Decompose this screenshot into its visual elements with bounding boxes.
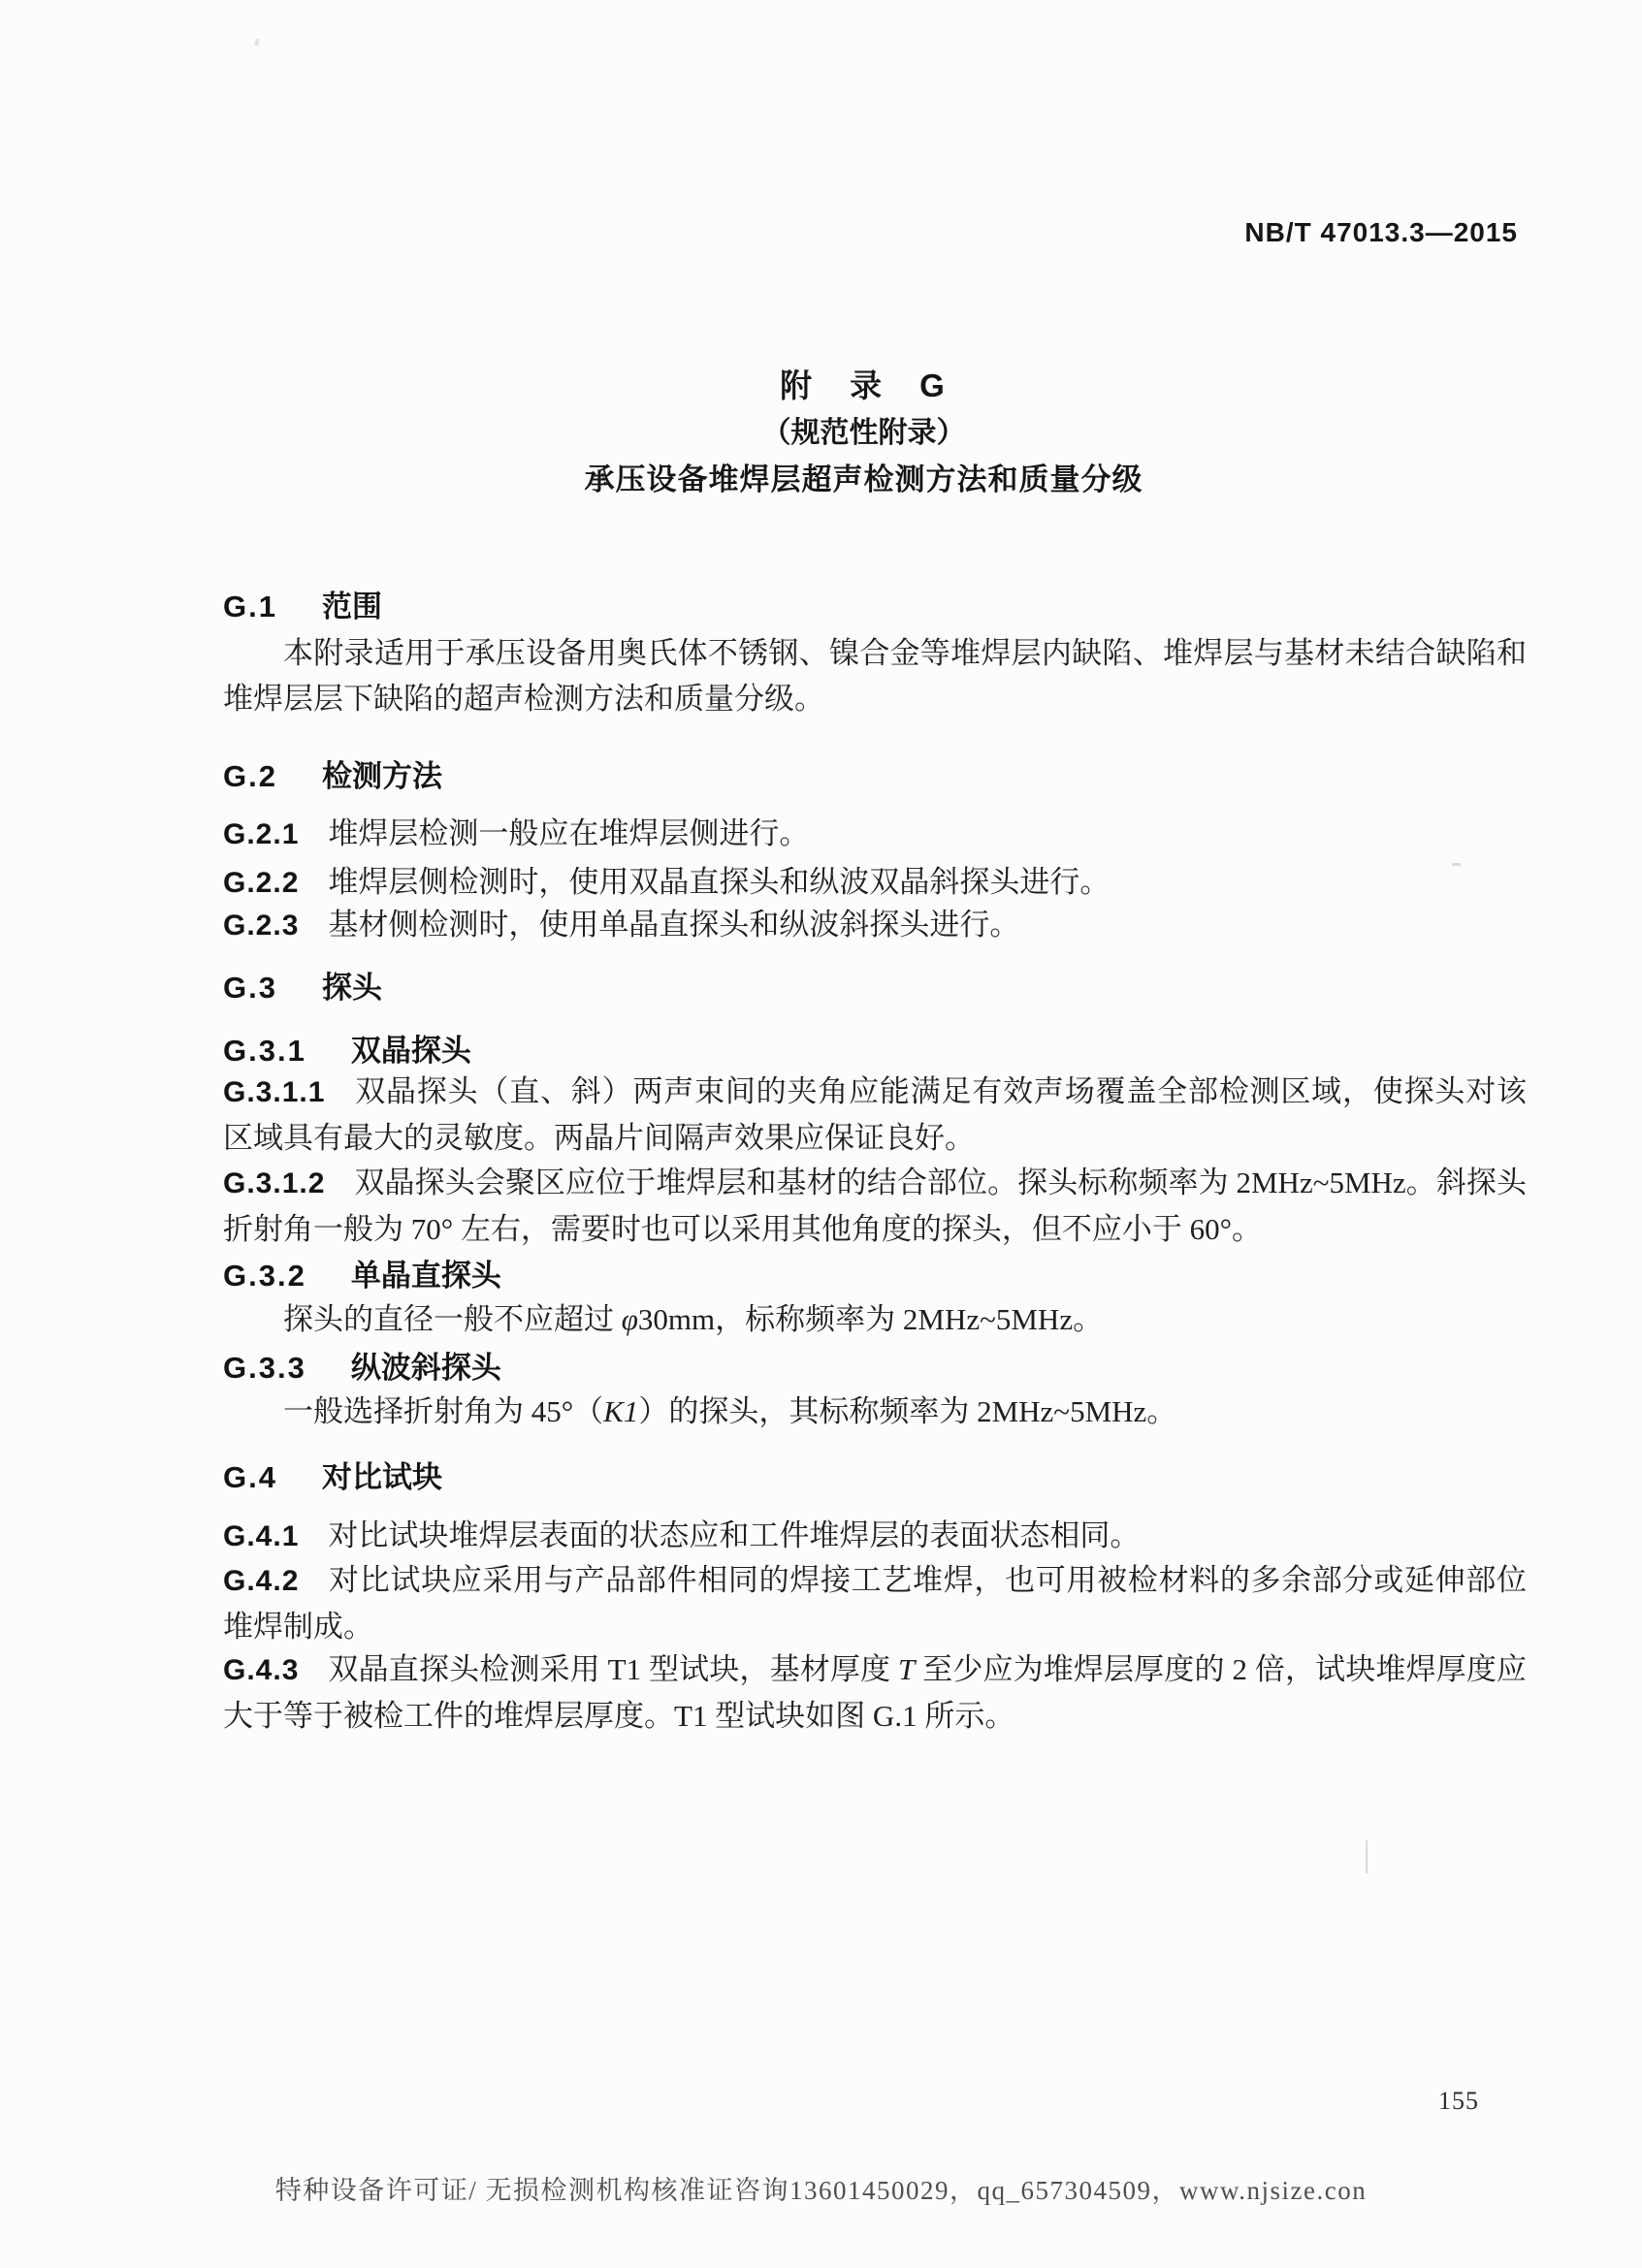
- clause-text: 对比试块应采用与产品部件相同的焊接工艺堆焊，也可用被检材料的多余部分或延伸部位堆焊制成。: [223, 1563, 1527, 1644]
- standard-number-header: NB/T 47013.3—2015: [1244, 217, 1518, 247]
- section-title: 纵波斜探头: [350, 1351, 501, 1385]
- section-heading-g3: [223, 963, 1527, 1006]
- symbol-k1: K1: [603, 1394, 639, 1428]
- clause-text: 堆焊层侧检测时，使用双晶直探头和纵波双晶斜探头进行。: [328, 865, 1111, 899]
- footer-watermark: 特种设备许可证/ 无损检测机构核准证咨询13601450029，qq_657304509，www.njsize.con: [274, 2176, 1368, 2205]
- clause-number: G.4.2: [223, 1565, 300, 1597]
- clause-text: 双晶直探头检测采用 T1 型试块，基材厚度: [328, 1652, 899, 1686]
- scan-artifact: [1452, 863, 1461, 866]
- clause-number: G.2.3: [223, 910, 300, 942]
- subsection-heading-g3-2: [223, 1251, 1527, 1294]
- clause-text: 基材侧检测时，使用单晶直探头和纵波斜探头进行。: [328, 908, 1020, 942]
- clause-g3-1-1: [223, 1069, 1527, 1161]
- clause-g2-1: [223, 811, 1527, 857]
- section-heading-g1: [223, 582, 1527, 625]
- symbol-phi: φ: [621, 1302, 638, 1336]
- subsection-heading-g3-1: [223, 1026, 1527, 1070]
- clause-g3-1-2: [223, 1160, 1527, 1252]
- scan-artifact: [1366, 1840, 1368, 1873]
- paragraph-text: 探头的直径一般不应超过: [283, 1302, 622, 1336]
- appendix-title: 承压设备堆焊层超声检测方法和质量分级: [584, 463, 1143, 496]
- clause-number: G.4.3: [223, 1654, 300, 1686]
- section-title: 单晶直探头: [350, 1259, 501, 1293]
- clause-g2-2: [223, 859, 1527, 906]
- paragraph-g3-2: [223, 1296, 1527, 1342]
- symbol-thickness-t: T: [898, 1652, 916, 1686]
- clause-number: G.4.1: [223, 1520, 300, 1552]
- appendix-type-label: （规范性附录）: [761, 417, 966, 449]
- section-number: G.4: [223, 1460, 277, 1494]
- paragraph-text: ）的探头，其标称频率为 2MHz~5MHz。: [638, 1394, 1177, 1428]
- section-number: G.3.1: [223, 1034, 306, 1068]
- paragraph-g3-3: [223, 1389, 1527, 1434]
- section-number: G.3.2: [223, 1259, 306, 1293]
- clause-g4-3: [223, 1646, 1527, 1739]
- section-title: 双晶探头: [350, 1034, 471, 1068]
- clause-text: 至少应为堆焊层厚度的 2 倍，试块堆焊厚度应大于等于被检工件的堆焊层厚度。T1 型试块如图 G.1 所示。: [223, 1652, 1527, 1733]
- section-number: G.3: [223, 971, 277, 1005]
- section-title: 对比试块: [321, 1460, 442, 1494]
- clause-number: G.3.1.2: [223, 1167, 326, 1199]
- section-title: 范围: [321, 590, 382, 623]
- section-heading-g2: [223, 751, 1527, 795]
- section-number: G.2: [223, 759, 277, 793]
- section-heading-g4: [223, 1453, 1527, 1496]
- clause-g4-2: [223, 1557, 1527, 1649]
- section-number: G.3.3: [223, 1351, 306, 1385]
- clause-number: G.2.2: [223, 867, 300, 899]
- clause-text: 双晶探头会聚区应位于堆焊层和基材的结合部位。探头标称频率为 2MHz~5MHz。斜探头折射角一般为 70° 左右，需要时也可以采用其他角度的探头，但不应小于 60°。: [223, 1166, 1527, 1246]
- appendix-heading: 附 录 G: [780, 367, 948, 403]
- section-title: 探头: [321, 971, 382, 1005]
- section-number: G.1: [223, 590, 277, 623]
- clause-text: 堆焊层检测一般应在堆焊层侧进行。: [328, 816, 810, 850]
- subsection-heading-g3-3: [223, 1343, 1527, 1387]
- paragraph-g1-scope: 本附录适用于承压设备用奥氏体不锈钢、镍合金等堆焊层内缺陷、堆焊层与基材未结合缺陷和堆焊层层下缺陷的超声检测方法和质量分级。: [223, 636, 1527, 716]
- clause-number: G.3.1.1: [223, 1076, 326, 1108]
- clause-text: 双晶探头（直、斜）两声束间的夹角应能满足有效声场覆盖全部检测区域，使探头对该区域具有最大的灵敏度。两晶片间隔声效果应保证良好。: [223, 1074, 1527, 1155]
- section-title: 检测方法: [321, 759, 442, 793]
- page-number: 155: [1438, 2087, 1479, 2115]
- clause-number: G.2.1: [223, 818, 300, 850]
- clause-g4-1: [223, 1513, 1527, 1559]
- clause-g2-3: [223, 902, 1527, 948]
- paragraph-text: 一般选择折射角为 45°（: [283, 1394, 604, 1428]
- clause-text: 对比试块堆焊层表面的状态应和工件堆焊层的表面状态相同。: [328, 1518, 1141, 1552]
- paragraph-text: 30mm，标称频率为 2MHz~5MHz。: [637, 1302, 1104, 1336]
- scan-artifact: [254, 39, 259, 47]
